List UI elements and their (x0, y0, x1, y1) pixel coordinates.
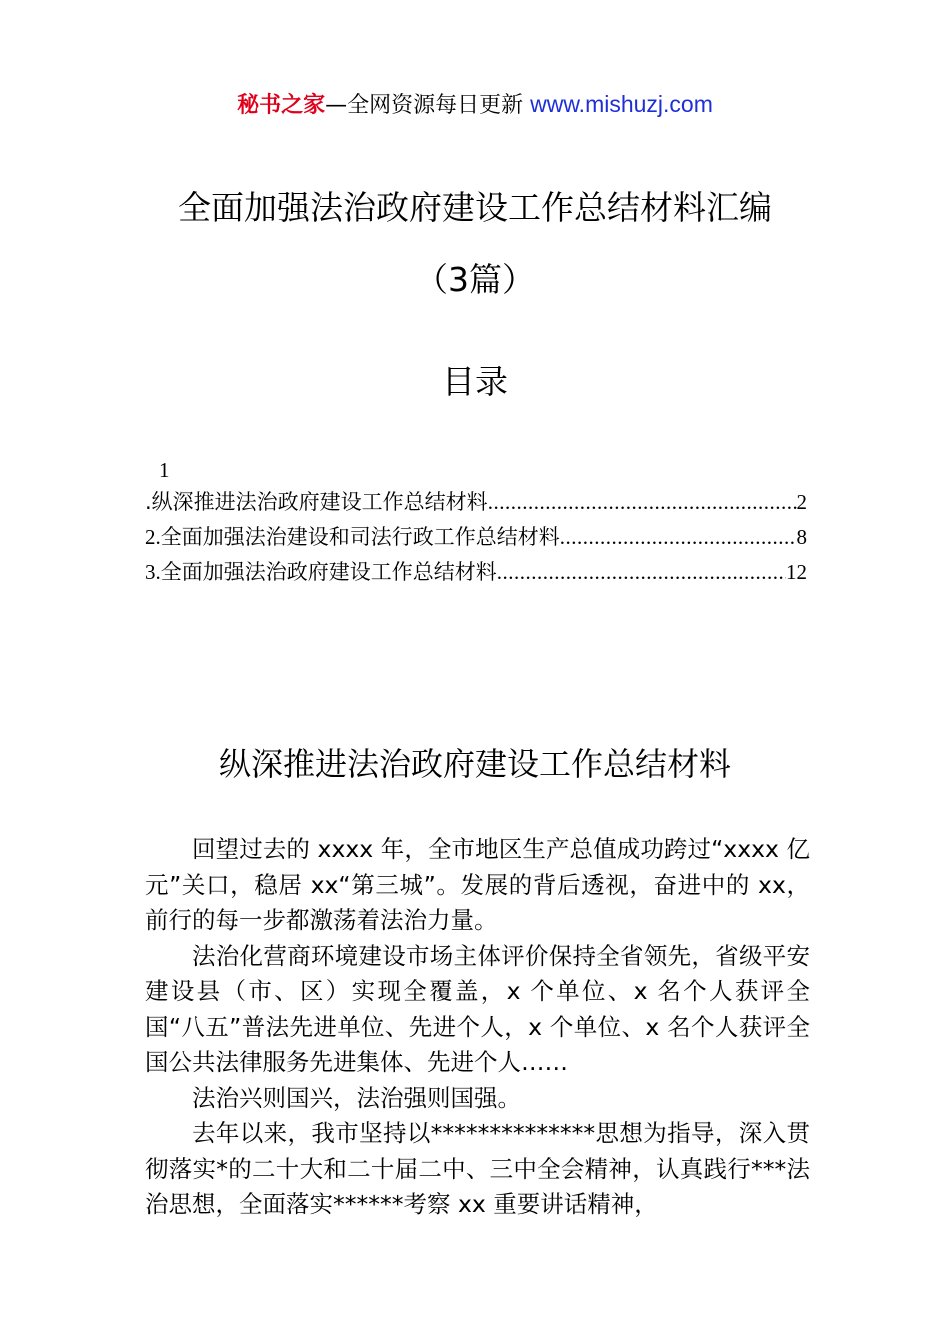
toc-entry-title: 全面加强法治建设和司法行政工作总结材料 (160, 525, 560, 549)
toc-heading: 目录 (442, 362, 508, 401)
toc-entry-page: 12 (786, 560, 807, 584)
section-title: 纵深推进法治政府建设工作总结材料 (218, 745, 731, 783)
document-title: 全面加强法治政府建设工作总结材料汇编 (178, 188, 772, 227)
toc-entry-title: .纵深推进法治政府建设工作总结材料 (145, 490, 488, 514)
toc-entry-page: 2 (796, 490, 807, 514)
toc-leader-dots (488, 485, 797, 520)
toc-entry-page: 8 (796, 525, 807, 549)
toc-entry-number: 3. (145, 560, 161, 584)
toc-entry[interactable] (145, 555, 807, 590)
body-paragraph: 去年以来，我市坚持以**************思想为指导，深入贯彻落实*的二十大和二十届二中、三中全会精神，认真践行***法治思想，全面落实******考察 xx 重要讲话精神， (145, 1119, 810, 1218)
toc-entry[interactable] (145, 520, 807, 555)
site-banner (0, 88, 950, 122)
body-paragraph: 回望过去的 xxxx 年，全市地区生产总值成功跨过“xxxx 亿元”关口，稳居 xx“第三城”。发展的背后透视，奋进中的 xx，前行的每一步都激荡着法治力量。 (145, 835, 810, 934)
site-url-link[interactable]: www.mishuzj.com (530, 91, 713, 117)
section-body (145, 832, 810, 1223)
toc-entry-number: 2. (145, 525, 161, 549)
body-paragraph: 法治化营商环境建设市场主体评价保持全省领先，省级平安建设县（市、区）实现全覆盖，x 个单位、x 名个人获评全国“八五”普法先进单位、先进个人，x 个单位、x 名个人获评全国公共法律服务先进集体、先进个人…… (145, 941, 810, 1076)
document-count: （3篇） (415, 260, 535, 299)
brand-name: 秘书之家 (237, 93, 326, 118)
toc-entry-title: 全面加强法治政府建设工作总结材料 (160, 560, 497, 584)
body-paragraph: 法治兴则国兴，法治强则国强。 (192, 1083, 521, 1112)
brand-slogan: —全网资源每日更新 (325, 93, 531, 118)
toc-first-number: 1 (159, 458, 170, 482)
toc-leader-dots (560, 520, 797, 555)
table-of-contents (145, 455, 807, 590)
toc-leader-dots (497, 555, 786, 590)
toc-entry[interactable] (145, 485, 807, 520)
